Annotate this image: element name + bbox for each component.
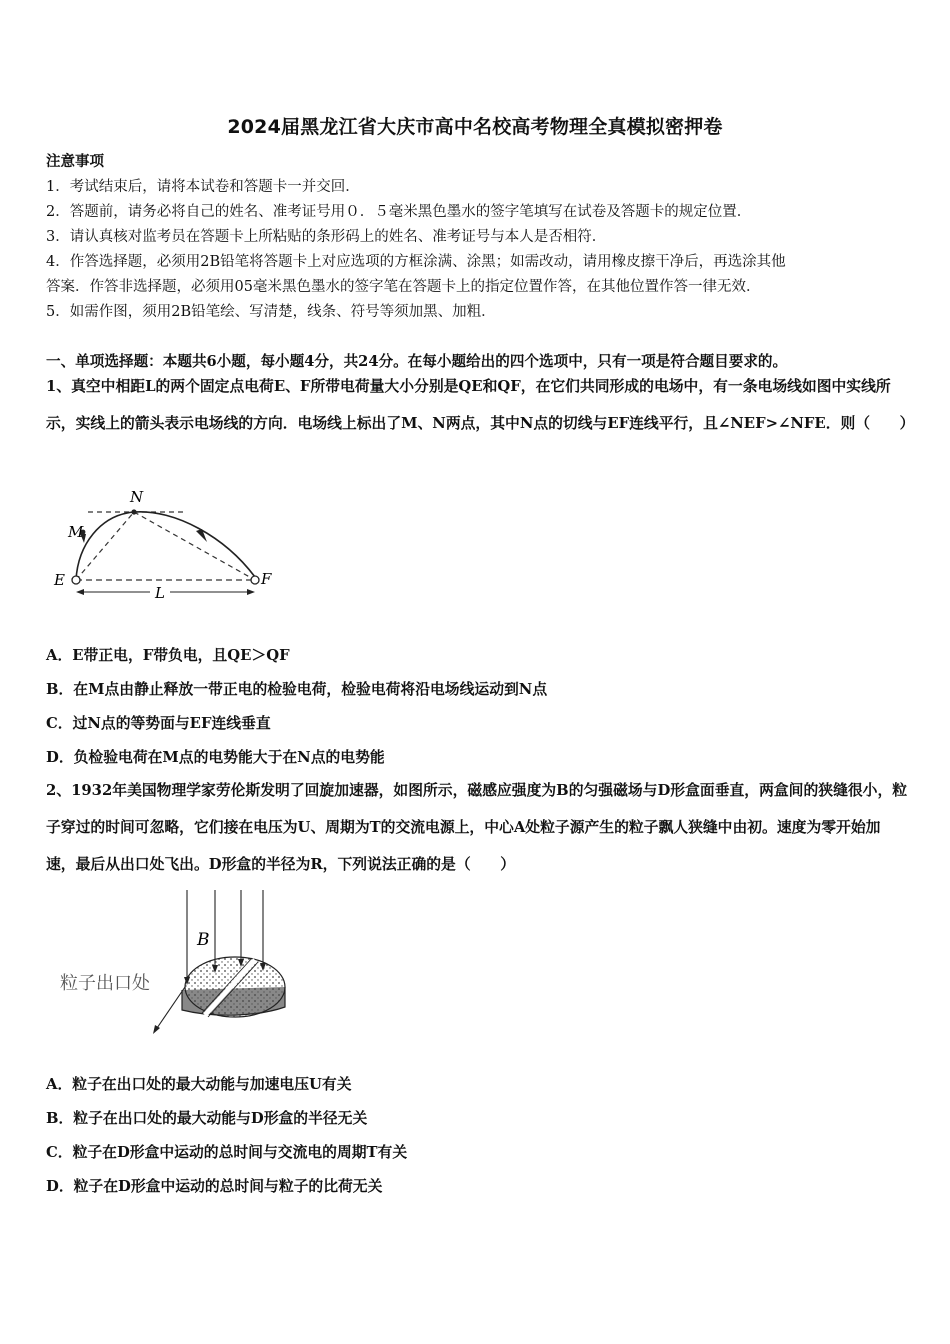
question-1-option-b: B．在M点由静止释放一带正电的检验电荷，检验电荷将沿电场线运动到N点 (46, 681, 548, 698)
notice-heading: 注意事项 (46, 153, 104, 170)
notice-item: 1．考试结束后，请将本试卷和答题卡一并交回． (46, 179, 360, 195)
question-2-option-a: A．粒子在出口处的最大动能与加速电压U有关 (46, 1076, 352, 1093)
question-1-option-a: A．E带正电，F带负电，且QE＞QF (46, 647, 290, 664)
field-line-figure (50, 485, 280, 610)
cyclotron-figure (55, 885, 305, 1045)
notice-item: 答案．作答非选择题，必须用05毫米黑色墨水的签字笔在答题卡上的指定位置作答，在其他位置作答一律无效． (46, 279, 761, 295)
notice-item: 4．作答选择题，必须用2B铅笔将答题卡上对应选项的方框涂满、涂黑；如需改动，请用橡皮擦干净后，再选涂其他 (46, 254, 786, 270)
label-M: M (68, 523, 84, 541)
notice-item: 2．答题前，请务必将自己的姓名、准考证号用０．５毫米黑色墨水的签字笔填写在试卷及答题卡的规定位置． (46, 204, 752, 220)
question-1-stem: 1、真空中相距L的两个固定点电荷E、F所带电荷量大小分别是QE和QF，在它们共同形成的电场中，有一条电场线如图中实线所示，实线上的箭头表示电场线的方向．电场线上标出了M、N两点，其中N点的切线与EF连线平行，且∠NEF>∠NFE．则（ ） (46, 378, 915, 432)
label-N: N (130, 488, 144, 506)
label-exit: 粒子出口处 (60, 973, 150, 994)
notice-item: 5．如需作图，须用2B铅笔绘、写清楚，线条、符号等须加黑、加粗． (46, 304, 496, 320)
label-E: E (54, 571, 65, 589)
question-2-option-b: B．粒子在出口处的最大动能与D形盒的半径无关 (46, 1110, 368, 1127)
page-title: 2024届黑龙江省大庆市高中名校高考物理全真模拟密押卷 (227, 116, 723, 138)
question-1-option-c: C．过N点的等势面与EF连线垂直 (46, 715, 271, 732)
label-B: B (197, 930, 210, 950)
notice-item: 3．请认真核对监考员在答题卡上所粘贴的条形码上的姓名、准考证号与本人是否相符． (46, 229, 607, 245)
question-1-option-d: D．负检验电荷在M点的电势能大于在N点的电势能 (46, 749, 385, 766)
label-L: L (155, 584, 165, 602)
section-heading: 一、单项选择题：本题共6小题，每小题4分，共24分。在每小题给出的四个选项中，只有一项是符合题目要求的。 (46, 353, 788, 370)
label-F: F (261, 570, 272, 588)
question-2-option-d: D．粒子在D形盒中运动的总时间与粒子的比荷无关 (46, 1178, 383, 1195)
question-2-stem: 2、1932年美国物理学家劳伦斯发明了回旋加速器，如图所示，磁感应强度为B的匀强磁场与D形盒面垂直，两盒间的狭缝很小，粒子穿过的时间可忽略，它们接在电压为U、周期为T的交流电源上，中心A处粒子源产生的粒子飘人狭缝中由初。速度为零开始加速，最后从出口处飞出。D形盒的半径为R，下列说法正确的是（ ） (46, 782, 908, 873)
question-2-option-c: C．粒子在D形盒中运动的总时间与交流电的周期T有关 (46, 1144, 408, 1161)
